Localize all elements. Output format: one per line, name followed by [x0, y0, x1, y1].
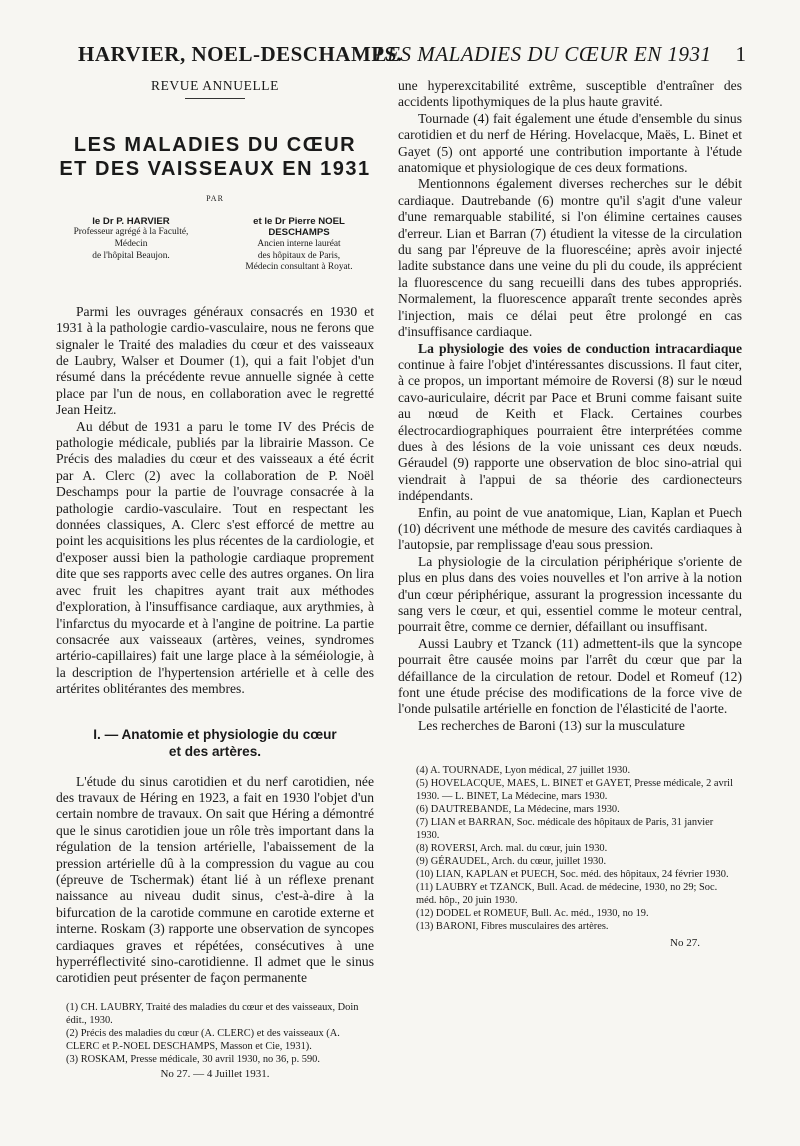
title-line-2: ET DES VAISSEAUX EN 1931 [59, 158, 371, 181]
reference-item: (4) A. TOURNADE, Lyon médical, 27 juillet 1930. [416, 765, 631, 777]
body-paragraph: Les recherches de Baroni (13) sur la musculature [418, 717, 685, 733]
author-2 [224, 216, 374, 274]
reference-item: (10) LIAN, KAPLAN et PUECH, Soc. méd. des hôpitaux, 24 février 1930. [416, 869, 729, 881]
references [398, 764, 742, 933]
body-paragraph: Tournade (4) fait également une étude d'ensemble du sinus carotidien et du nerf de Héring. Hovelacque, Maës, L. Binet et Gayet (5) ont apporté une contribution importante à l'étude anatomique et physiologique de ces deux formations. [398, 110, 742, 176]
paragraph-text: continue à faire l'objet d'intéressantes discussions. Il faut citer, à ce propos, un important mémoire de Roversi (8) sur le nœud cavo-auriculaire, décrit par Pace et Bruni comme faisant suite au nœud de Keith et Flack. Certaines courbes électrocardiographiques pourraient être interprétées comme dues à des lésions de la voie unissant ces deux nœuds. Géraudel (9) rapporte une observation de bloc sino-atrial qui viendrait à l'appui de sa théorie des cardionecteurs indépendants. [398, 356, 742, 504]
author-block [56, 216, 374, 274]
body-paragraph: une hyperexcitabilité extrême, susceptible d'entraîner des accidents lipothymiques de la plus haute gravité. [398, 78, 742, 110]
body-paragraph [398, 341, 742, 505]
body-paragraph: L'étude du sinus carotidien et du nerf carotidien, née des travaux de Héring en 1923, a fait en 1930 l'objet d'un certain nombre de travaux. On sait que Héring a démontré que le sinus carotidien joue un rôle très important dans la régulation de la tension artérielle, l'abaissement de la pression artérielle dû à la compression du vague au cou (épreuve de Tschermak) étant lié à un réflexe prenant naissance au niveau dudit sinus, c'est-à-dire à la bifurcation de la carotide commune en carotide externe et interne. Roskam (3) rapporte une observation de syncopes cardiaques graves et répétées, consécutives à une hyperréflectivité sino-carotidienne. Il admet que le sinus carotidien peut présenter de façon permanente [56, 773, 374, 986]
reference-item: (5) HOVELACQUE, MAES, L. BINET et GAYET, Presse médicale, 2 avril 1930. — L. BINET, La Médecine, mars 1930. [416, 778, 733, 803]
bold-lead: La physiologie des voies de conduction intracardiaque [418, 340, 742, 356]
body-paragraph: Au début de 1931 a paru le tome IV des Précis de pathologie médicale, publiés par la librairie Masson. Ce Précis des maladies du cœur et des vaisseaux a été écrit par A. Clerc (2) avec la collaboration de P. Noël Deschamps pour la partie de l'ouvrage consacrée à la pathologie cardio-vasculaire. Tout en respectant les données classiques, A. Clerc s'est efforcé de mettre au point les acquisitions les plus récentes de la cardiologie, et d'exposer aussi bien la pathologie cardiaque proprement dite que ses rapports avec celle des autres organes. On lira avec fruit les chapitres ayant trait aux méthodes d'exploration, à l'insuffisance cardiaque, aux arythmies, à l'infarctus du myocarde et à l'angine de poitrine. La partie consacrée aux vaisseaux (artères, veines, syndromes artério-capillaires) fait une large place à la séméiologie, à la description de l'hypertension artérielle et à celle des artérites oblitérantes des membres. [56, 418, 374, 697]
header-title: LES MALADIES DU CŒUR EN 1931 [375, 42, 712, 66]
issue-signature: No 27. — 4 Juillet 1931. [160, 1067, 270, 1080]
reference-item: (11) LAUBRY et TZANCK, Bull. Acad. de médecine, 1930, no 29; Soc. méd. hôp., 20 juin 1930. [416, 882, 718, 907]
body-paragraph: Mentionnons également diverses recherches sur le débit cardiaque. Dautrebande (6) montre qu'il s'agit d'une valeur d'une remarquable stabilité, si l'on élimine certaines causes d'erreur. Lian et Barran (7) étudient la vitesse de la circulation du sang par l'épreuve de la fluorescéine; après avoir injecté ladite substance dans une veine du pli du coude, ils apprécient la fluorescence du sang recueilli dans des tubes appropriés. Normalement, la fluorescence apparaît trente secondes après l'injection, mais ce délai peut être prolongé en cas d'insuffisance cardiaque. [398, 176, 742, 340]
left-column [56, 78, 374, 1080]
header-authors: HARVIER, NOEL-DESCHAMPS. [78, 42, 403, 66]
reference-item: (8) ROVERSI, Arch. mal. du cœur, juin 1930. [416, 843, 608, 855]
page-number: 1 [735, 42, 746, 66]
running-header [78, 42, 746, 72]
author-2-name: DESCHAMPS [268, 227, 330, 239]
reference-item: (13) BARONI, Fibres musculaires des artères. [416, 921, 609, 933]
section-heading-line: I. — Anatomie et physiologie du cœur [93, 726, 337, 742]
kicker-rule [185, 98, 245, 99]
reference-item: (9) GÉRAUDEL, Arch. du cœur, juillet 1930. [416, 856, 607, 868]
issue-number: No 27. [670, 937, 700, 950]
author-2-name: et le Dr Pierre NOEL [253, 215, 345, 227]
title-line-1: LES MALADIES DU CŒUR [73, 134, 357, 157]
footnote: (3) ROSKAM, Presse médicale, 30 avril 1930, no 36, p. 590. [66, 1053, 320, 1065]
author-1-title: Médecin [114, 239, 148, 249]
right-column [398, 78, 742, 949]
body-paragraph: La physiologie de la circulation périphérique s'oriente de plus en plus dans des voies nouvelles et l'on arrive à la notion d'un cœur périphérique, assurant la progression incessante du sang vers le cœur, et qui, essentiel comme le moteur central, pourrait être, comme ce dernier, défaillant ou insuffisant. [398, 553, 742, 635]
footnotes [56, 1001, 374, 1066]
footnote: (2) Précis des maladies du cœur (A. CLERC) et des vaisseaux (A. CLERC et P.-NOEL DESCHAMPS, Masson et Cie, 1931). [66, 1027, 340, 1052]
section-kicker: REVUE ANNUELLE [150, 78, 279, 93]
author-2-title: des hôpitaux de Paris, [257, 250, 341, 261]
body-paragraph: Aussi Laubry et Tzanck (11) admettent-ils que la syncope pourrait être causée moins par l'arrêt du cœur que par la défaillance de la circulation de retour. Dodel et Romeuf (12) font une étude précise des modifications de la force vive de l'onde pulsatile artérielle en fonction de l'élasticité de l'aorte. [398, 635, 742, 717]
author-2-title: Ancien interne lauréat [257, 239, 341, 249]
section-heading [56, 726, 374, 760]
author-2-title: Médecin consultant à Royat. [245, 262, 353, 273]
author-1-title: de l'hôpital Beaujon. [92, 250, 170, 261]
section-heading-line: et des artères. [168, 743, 262, 759]
author-1 [56, 216, 206, 274]
article-title [56, 133, 374, 181]
author-1-title: Professeur agrégé à la Faculté, [73, 227, 189, 238]
body-paragraph: Parmi les ouvrages généraux consacrés en 1930 et 1931 à la pathologie cardio-vasculaire, nous ne ferons que signaler le Traité des maladies du cœur et des vaisseaux de Laubry, Walser et Doumer (1), qui a fait l'objet d'un résumé dans la précédente revue annuelle signée à cette place par l'un de nous, en collaboration avec le regretté Jean Heitz. [56, 303, 374, 418]
reference-item: (7) LIAN et BARRAN, Soc. médicale des hôpitaux de Paris, 31 janvier 1930. [416, 817, 714, 842]
by-label: PAR [206, 194, 224, 204]
reference-item: (6) DAUTREBANDE, La Médecine, mars 1930. [416, 804, 620, 816]
body-paragraph: Enfin, au point de vue anatomique, Lian, Kaplan et Puech (10) décrivent une méthode de mesure des cavités cardiaques à l'autopsie, par remplissage d'eau sous pression. [398, 504, 742, 553]
author-1-name: le Dr P. HARVIER [92, 215, 170, 227]
reference-item: (12) DODEL et ROMEUF, Bull. Ac. méd., 1930, no 19. [416, 908, 649, 920]
footnote: (1) CH. LAUBRY, Traité des maladies du cœur et des vaisseaux, Doin édit., 1930. [66, 1001, 359, 1026]
